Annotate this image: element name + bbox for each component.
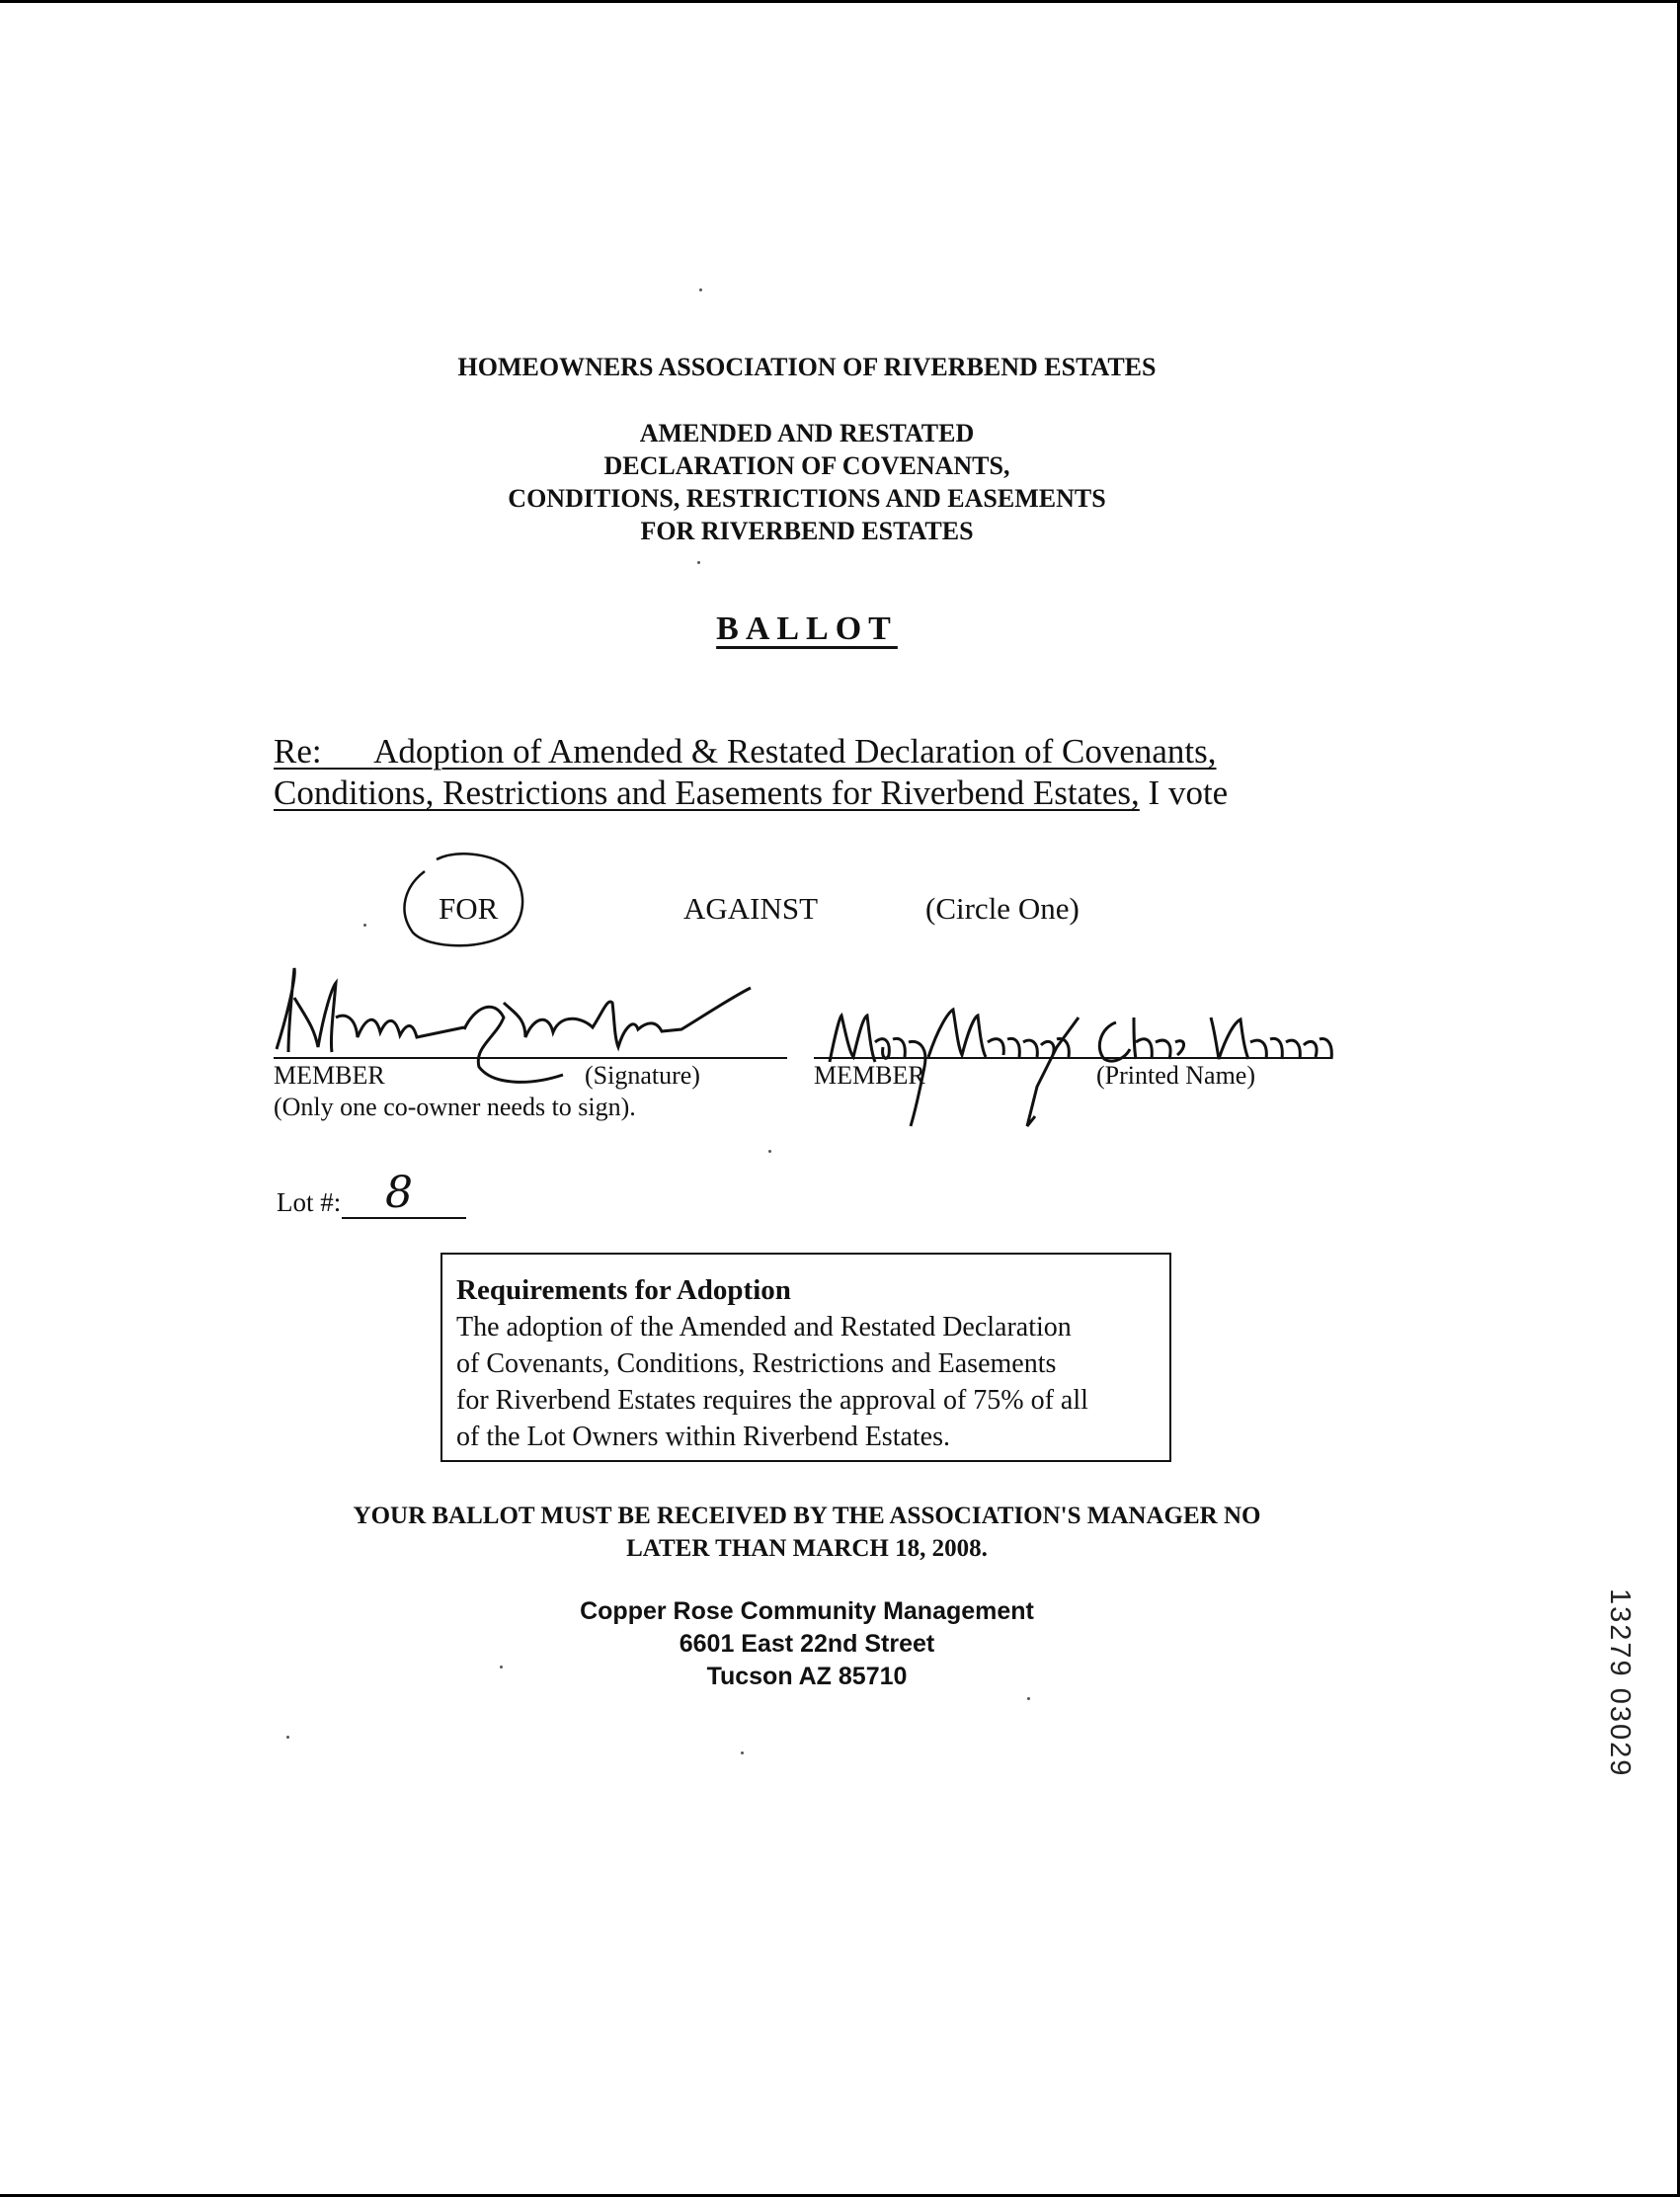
title-line-3: CONDITIONS, RESTRICTIONS AND EASEMENTS <box>508 484 1106 513</box>
ballot-heading: BALLOT <box>716 610 898 647</box>
scan-speck <box>768 1150 771 1153</box>
re-text-2: Conditions, Restrictions and Easements for Riverbend Estates, <box>274 773 1140 812</box>
street-address: 6601 East 22nd Street <box>679 1630 935 1658</box>
printed-name-label: (Printed Name) <box>1096 1061 1256 1090</box>
vote-instruction: (Circle One) <box>925 891 1080 926</box>
member-label-2: MEMBER <box>814 1061 925 1090</box>
deadline-line-1: YOUR BALLOT MUST BE RECEIVED BY THE ASSOCIATION'S MANAGER NO <box>353 1503 1261 1529</box>
re-spacer <box>322 732 374 771</box>
scan-speck <box>363 924 366 927</box>
re-line-1 <box>274 731 1217 773</box>
title-line-1: AMENDED AND RESTATED <box>639 419 975 448</box>
vote-for-option[interactable]: FOR <box>439 891 499 926</box>
scan-speck <box>500 1666 503 1668</box>
requirements-line-3: for Riverbend Estates requires the approval of 75% of all <box>456 1385 1088 1416</box>
requirements-box <box>440 1253 1171 1462</box>
requirements-line-4: of the Lot Owners within Riverbend Estates. <box>456 1422 951 1452</box>
requirements-line-2: of Covenants, Conditions, Restrictions and Easements <box>456 1348 1057 1379</box>
member-label: MEMBER <box>274 1061 385 1090</box>
scan-speck <box>286 1736 289 1739</box>
scan-speck <box>741 1751 744 1754</box>
signature-line <box>274 1057 787 1059</box>
lot-label: Lot #: <box>277 1187 342 1217</box>
re-line-2 <box>274 773 1228 814</box>
deadline-line-2: LATER THAN MARCH 18, 2008. <box>626 1535 988 1562</box>
city-address: Tucson AZ 85710 <box>706 1663 908 1690</box>
title-line-2: DECLARATION OF COVENANTS, <box>603 451 1010 480</box>
scan-speck <box>699 288 702 291</box>
re-label: Re: <box>274 732 322 771</box>
document-stamp-number: 13279 03029 <box>1604 1588 1636 1778</box>
printed-name-line <box>814 1057 1331 1059</box>
re-vote-tail: I vote <box>1148 773 1229 812</box>
page-border-top <box>0 0 1680 3</box>
re-text-1: Adoption of Amended & Restated Declaration of Covenants, <box>373 732 1217 771</box>
title-line-4: FOR RIVERBEND ESTATES <box>640 517 974 545</box>
scan-speck <box>697 561 700 564</box>
requirements-line-1: The adoption of the Amended and Restated Declaration <box>456 1312 1072 1343</box>
co-owner-note: (Only one co-owner needs to sign). <box>274 1093 636 1121</box>
vote-against-option[interactable]: AGAINST <box>683 891 819 926</box>
requirements-title: Requirements for Adoption <box>456 1274 791 1306</box>
company-name: Copper Rose Community Management <box>580 1597 1034 1625</box>
lot-value[interactable]: 8 <box>385 1168 413 1218</box>
signature-label: (Signature) <box>585 1061 700 1090</box>
scan-speck <box>1027 1697 1030 1700</box>
association-name: HOMEOWNERS ASSOCIATION OF RIVERBEND ESTATES <box>457 353 1157 381</box>
